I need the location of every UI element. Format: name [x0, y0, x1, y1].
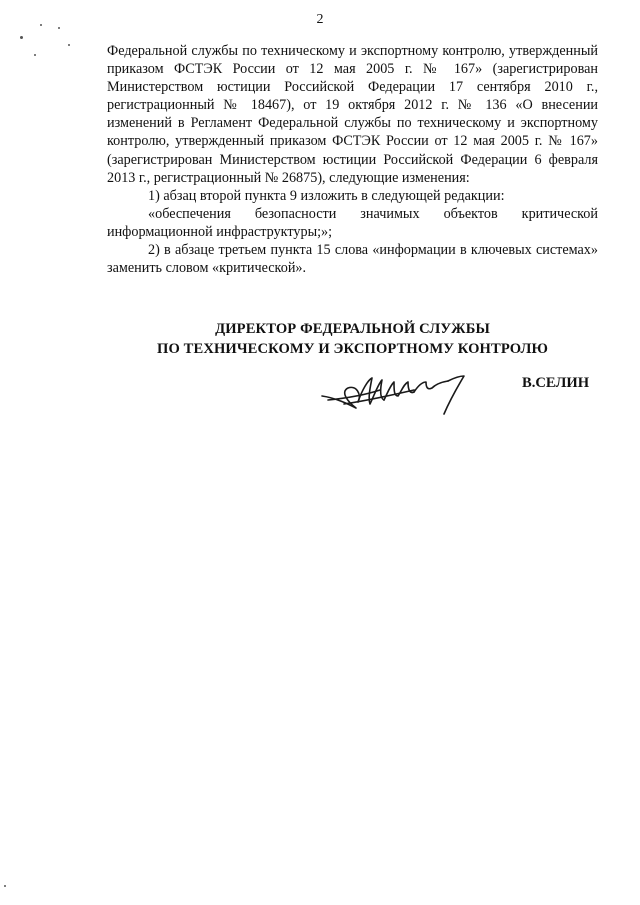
- paragraph-quote: «обеспечения безопасности значимых объектов критической информационной инфраструктуры;»;: [107, 205, 598, 240]
- signatory-title: [107, 319, 598, 359]
- paragraph-main: Федеральной службы по техническому и экспортному контролю, утвержденный приказом ФСТЭК России от 12 мая 2005 г. № 167» (зарегистрирован Министерством юстиции Российской Федерации 17 сентября 2010 г., регистрационный № 18467), от 19 октября 2012 г. № 136 «О внесении изменений в Регламент Федеральной службы по техническому и экспортному контролю, утвержденный приказом ФСТЭК России от 12 мая 2005 г. № 167» (зарегистрирован Министерством юстиции Российской Федерации 6 февраля 2013 г., регистрационный № 26875), следующие изменения:: [107, 43, 598, 186]
- scan-speck: [4, 885, 6, 887]
- scan-speck: [34, 54, 36, 56]
- scan-speck: [68, 44, 70, 46]
- page-number: 2: [316, 12, 324, 27]
- body-text: [107, 42, 598, 277]
- signatory-title-line-2: ПО ТЕХНИЧЕСКОМУ И ЭКСПОРТНОМУ КОНТРОЛЮ: [157, 341, 548, 357]
- paragraph-item-2: 2) в абзаце третьем пункта 15 слова «информации в ключевых системах» заменить словом «критической».: [107, 242, 598, 277]
- handwritten-signature-icon: [318, 368, 470, 418]
- signatory-title-line-1: ДИРЕКТОР ФЕДЕРАЛЬНОЙ СЛУЖБЫ: [215, 321, 490, 337]
- paragraph-item-1: 1) абзац второй пункта 9 изложить в следующей редакции:: [148, 187, 505, 204]
- signer-name: В.СЕЛИН: [522, 375, 590, 391]
- scan-speck: [20, 36, 23, 39]
